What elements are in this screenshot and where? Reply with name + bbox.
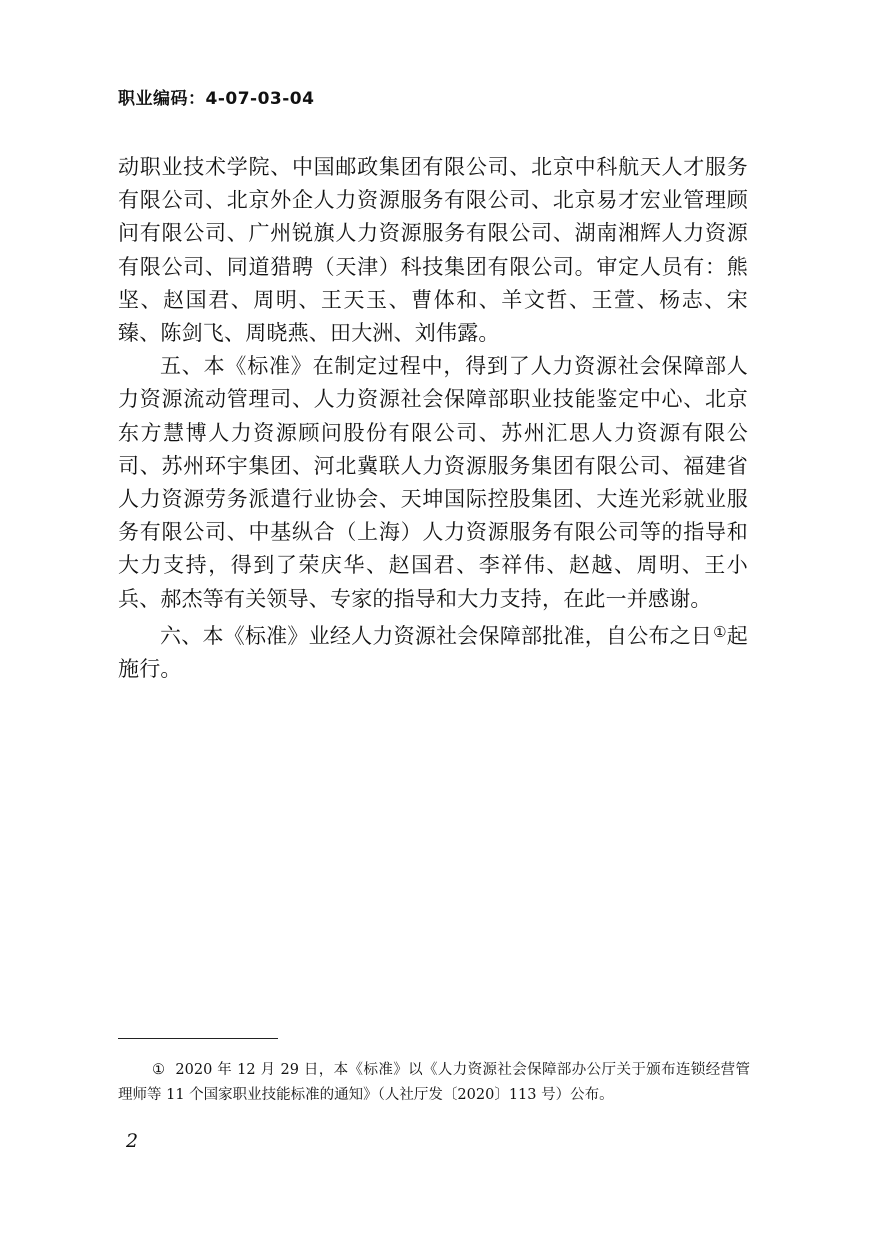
paragraph-5: 五、本《标准》在制定过程中，得到了人力资源社会保障部人力资源流动管理司、人力资源社会保障部职业技能鉴定中心、北京东方慧博人力资源顾问股份有限公司、苏州汇思人力资源有限公司、苏州环宇集团、河北冀联人力资源服务集团有限公司、福建省人力资源劳务派遣行业协会、天坤国际控股集团、大连光彩就业服务有限公司、中基纵合（上海）人力资源服务有限公司等的指导和大力支持，得到了荣庆华、赵国君、李祥伟、赵越、周明、王小兵、郝杰等有关领导、专家的指导和大力支持，在此一并感谢。	[118, 354, 748, 611]
paragraph-6-ending: 起施行。	[118, 623, 748, 682]
occupation-code-value: 4-07-03-04	[205, 89, 315, 109]
footnote-text: 2020 年 12 月 29 日，本《标准》以《人力资源社会保障部办公厅关于颁布连锁经营管理师等 11 个国家职业技能标准的通知》（人社厅发〔2020〕113 号）公布。	[118, 1062, 750, 1103]
footnote-reference: ①	[713, 622, 727, 641]
occupation-code-header	[118, 84, 314, 109]
paragraph-continued: 动职业技术学院、中国邮政集团有限公司、北京中科航天人才服务有限公司、北京外企人力资源服务有限公司、北京易才宏业管理顾问有限公司、广州锐旗人力资源服务有限公司、湖南湘辉人力资源有限公司、同道猎聘（天津）科技集团有限公司。审定人员有：熊坚、赵国君、周明、王天玉、曹体和、羊文哲、王萱、杨志、宋臻、陈剑飞、周晓燕、田大洲、刘伟露。	[118, 155, 748, 346]
footnote-number: ①	[152, 1062, 166, 1078]
paragraph-6	[118, 616, 748, 686]
paragraph-6-text: 六、本《标准》业经人力资源社会保障部批准，自公布之日	[160, 623, 713, 648]
occupation-code-label: 职业编码：	[118, 89, 206, 109]
page-number: 2	[126, 1130, 139, 1152]
footnote-divider	[118, 1038, 278, 1039]
footnote	[118, 1058, 750, 1108]
body-text	[118, 151, 748, 686]
